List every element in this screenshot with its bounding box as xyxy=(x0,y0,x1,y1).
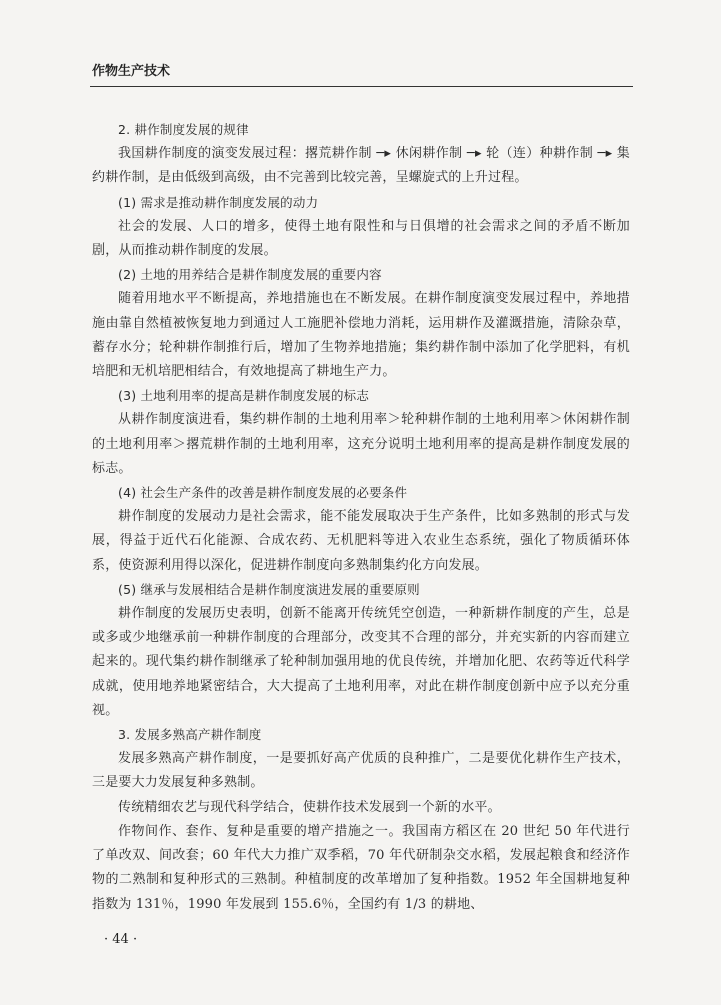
paragraph: 社会的发展、人口的增多，使得土地有限性和与日俱增的社会需求之间的矛盾不断加剧，从而推动耕作制度的发展。 xyxy=(92,218,630,259)
subheading-production-conditions: (4) 社会生产条件的改善是耕作制度发展的必要条件 xyxy=(118,485,408,501)
page-number: · 44 · xyxy=(104,932,138,947)
paragraph: 随着用地水平不断提高，养地措施也在不断发展。在耕作制度演变发展过程中，养地措施由靠自然植被恢复地力到通过人工施肥补偿地力消耗，运用耕作及灌溉措施，清除杂草，蓄存水分；轮种耕作制推行后，增加了生物养地措施；集约耕作制中添加了化学肥料，有机培肥和无机培肥相结合，有效地提高了耕地生产力。 xyxy=(92,291,630,380)
subheading-multiple-cropping: 3. 发展多熟高产耕作制度 xyxy=(118,727,262,743)
running-header: 作物生产技术 xyxy=(92,64,171,79)
paragraph: 作物间作、套作、复种是重要的增产措施之一。我国南方稻区在 20 世纪 50 年代进行了单改双、间改套；60 年代大力推广双季稻，70 年代研制杂交水稻，发展起粮食和经济作物的二熟制和复种形式的三熟制。种植制度的改革增加了复种指数。1952 年全国耕地复种指数为 131％，1990 年发展到 155.6％，全国约有 1/3 的耕地、 xyxy=(92,823,630,912)
paragraph: 发展多熟高产耕作制度，一是要抓好高产优质的良种推广，二是要优化耕作生产技术，三是要大力发展复种多熟制。 xyxy=(92,751,630,791)
subheading-demand: (1) 需求是推动耕作制度发展的动力 xyxy=(118,194,319,210)
subheading-laws: 2. 耕作制度发展的规律 xyxy=(118,122,249,137)
paragraph: 耕作制度的发展历史表明，创新不能离开传统凭空创造，一种新耕作制度的产生，总是或多或少地继承前一种耕作制度的合理部分，改变其不合理的部分，并充实新的内容而建立起来的。现代集约耕作制继承了轮种制加强用地的优良传统，并增加化肥、农药等近代科学成就，使用地养地紧密结合，大大提高了土地利用率，对此在耕作制度创新中应予以充分重视。 xyxy=(92,606,630,718)
paragraph: 传统精细农艺与现代科学结合，使耕作技术发展到一个新的水平。 xyxy=(118,799,501,815)
subheading-land-use: (2) 土地的用养结合是耕作制度发展的重要内容 xyxy=(118,267,382,283)
paragraph: 我国耕作制度的演变发展过程：撂荒耕作制 ─▸ 休闲耕作制 ─▸ 轮（连）种耕作制 ─▸ 集约耕作制，是由低级到高级，由不完善到比较完善，呈螺旋式的上升过程。 xyxy=(92,146,630,186)
paragraph: 从耕作制度演进看，集约耕作制的土地利用率＞轮种耕作制的土地利用率＞休闲耕作制的土地利用率＞撂荒耕作制的土地利用率，这充分说明土地利用率的提高是耕作制度发展的标志。 xyxy=(92,412,630,476)
page-body xyxy=(92,118,630,917)
subheading-inheritance: (5) 继承与发展相结合是耕作制度演进发展的重要原则 xyxy=(118,581,420,597)
header-rule xyxy=(90,86,633,87)
paragraph: 耕作制度的发展动力是社会需求，能不能发展取决于生产条件，比如多熟制的形式与发展，得益于近代石化能源、合成农药、无机肥料等进入农业生态系统，强化了物质循环体系，使资源利用得以深化，促进耕作制度向多熟制集约化方向发展。 xyxy=(92,509,630,573)
subheading-utilization-rate: (3) 土地利用率的提高是耕作制度发展的标志 xyxy=(118,388,370,404)
